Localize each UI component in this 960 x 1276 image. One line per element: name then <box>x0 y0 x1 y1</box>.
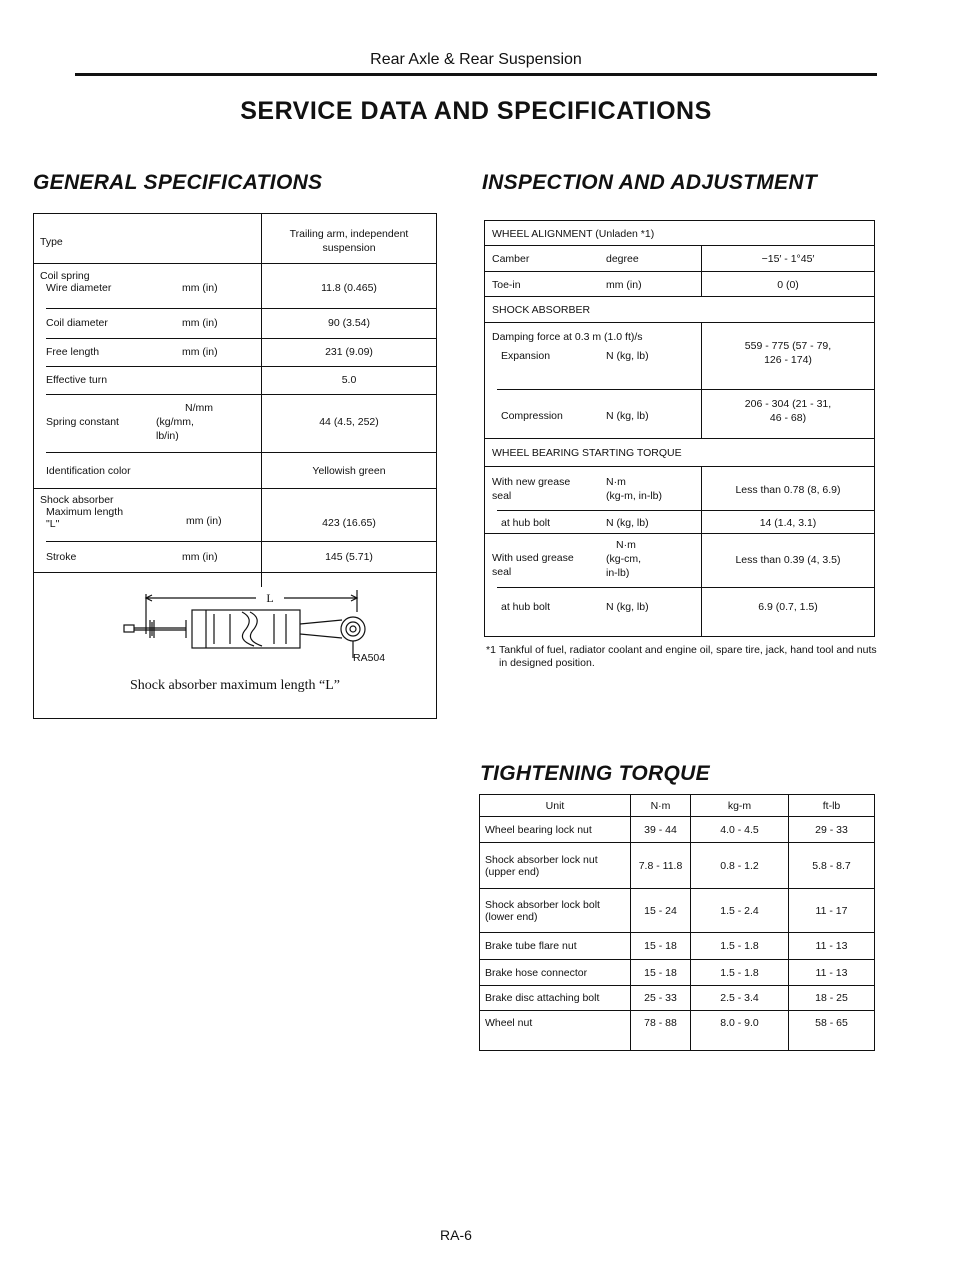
row-divider <box>46 452 436 453</box>
header-rule <box>75 73 877 76</box>
coil-spring-label: Coil spring <box>40 270 90 282</box>
new-hub-bolt-label: at hub bolt <box>501 517 551 529</box>
row-ftlb: 5.8 - 8.7 <box>789 843 875 889</box>
row-nm: 15 - 18 <box>631 933 691 960</box>
stroke-value: 145 (5.71) <box>325 551 373 563</box>
toe-in-value: 0 (0) <box>777 279 799 291</box>
spring-constant-unit-2: (kg/mm, <box>156 416 194 428</box>
type-value-line-2: suspension <box>322 242 376 254</box>
compression-label: Compression <box>501 410 563 422</box>
dimension-label-l: L <box>266 591 274 605</box>
row-kgm: 2.5 - 3.4 <box>691 986 789 1011</box>
footnote-text: Tankful of fuel, radiator coolant and engine oil, spare tire, jack, hand tool and nuts in designed position. <box>499 644 877 669</box>
footnote-mark: *1 <box>486 644 496 656</box>
identification-color-label: Identification color <box>46 465 131 477</box>
row-divider <box>485 271 874 272</box>
type-label: Type <box>40 236 63 248</box>
row-nm: 7.8 - 11.8 <box>631 843 691 889</box>
row-kgm: 1.5 - 1.8 <box>691 960 789 986</box>
figure-caption: Shock absorber maximum length “L” <box>130 678 340 693</box>
tightening-torque-title: TIGHTENING TORQUE <box>480 762 710 785</box>
row-divider <box>485 296 874 297</box>
row-kgm: 1.5 - 2.4 <box>691 889 789 933</box>
spring-constant-unit-3: lb/in) <box>156 430 179 442</box>
new-grease-label-line-2: seal <box>492 490 512 502</box>
used-hub-bolt-value: 6.9 (0.7, 1.5) <box>758 601 818 613</box>
row-item: Brake disc attaching bolt <box>480 986 631 1011</box>
page-header-section: Rear Axle & Rear Suspension <box>370 51 582 68</box>
row-nm: 15 - 18 <box>631 960 691 986</box>
free-length-value: 231 (9.09) <box>325 346 373 358</box>
table-row <box>480 817 875 843</box>
shock-absorber-label: Shock absorber <box>40 494 114 506</box>
column-header-unit: Unit <box>480 795 631 817</box>
compression-value-line-2: 46 - 68) <box>769 412 807 424</box>
table-row <box>480 843 875 889</box>
max-length-value: 423 (16.65) <box>322 517 376 529</box>
column-header-nm: N·m <box>631 795 691 817</box>
used-grease-value: Less than 0.39 (4, 3.5) <box>735 554 841 566</box>
wheel-alignment-heading: WHEEL ALIGNMENT (Unladen *1) <box>492 228 655 240</box>
row-ftlb: 58 - 65 <box>789 1011 875 1051</box>
row-item: Wheel nut <box>480 1011 631 1051</box>
row-nm: 25 - 33 <box>631 986 691 1011</box>
table-row <box>480 1011 875 1051</box>
inspection-adjustment-title: INSPECTION AND ADJUSTMENT <box>482 171 817 194</box>
row-divider <box>497 510 874 511</box>
toe-in-unit: mm (in) <box>606 279 642 291</box>
row-nm: 78 - 88 <box>631 1011 691 1051</box>
camber-label: Camber <box>492 253 530 265</box>
expansion-value-line-2: 126 - 174) <box>764 354 812 366</box>
expansion-label: Expansion <box>501 350 551 362</box>
row-kgm: 4.0 - 4.5 <box>691 817 789 843</box>
row-divider <box>497 389 874 390</box>
expansion-value-line-1: 559 - 775 (57 - 79, <box>744 340 832 352</box>
new-grease-unit-line-1: N·m <box>606 476 626 488</box>
new-grease-value: Less than 0.78 (8, 6.9) <box>735 484 841 496</box>
coil-diameter-unit: mm (in) <box>182 317 218 329</box>
row-divider <box>485 438 874 439</box>
free-length-label: Free length <box>46 346 100 358</box>
wire-diameter-label: Wire diameter <box>46 282 112 294</box>
max-length-label-line-2: "L" <box>46 518 60 530</box>
row-item: Brake tube flare nut <box>480 933 631 960</box>
row-divider <box>34 263 436 264</box>
row-ftlb: 29 - 33 <box>789 817 875 843</box>
spring-constant-value: 44 (4.5, 252) <box>319 416 379 428</box>
row-divider <box>34 488 436 489</box>
page-title: SERVICE DATA AND SPECIFICATIONS <box>240 97 712 125</box>
column-header-kgm: kg-m <box>691 795 789 817</box>
stroke-label: Stroke <box>46 551 77 563</box>
row-divider <box>46 541 436 542</box>
coil-diameter-label: Coil diameter <box>46 317 108 329</box>
table-row <box>480 889 875 933</box>
row-ftlb: 18 - 25 <box>789 986 875 1011</box>
used-grease-label-line-2: seal <box>492 566 512 578</box>
row-kgm: 1.5 - 1.8 <box>691 933 789 960</box>
row-ftlb: 11 - 13 <box>789 933 875 960</box>
shock-absorber-heading: SHOCK ABSORBER <box>492 304 591 316</box>
used-grease-unit-line-1: N·m <box>616 539 636 551</box>
row-divider <box>485 466 874 467</box>
spring-constant-label: Spring constant <box>46 416 119 428</box>
max-length-label-line-1: Maximum length <box>46 506 124 518</box>
row-divider <box>485 322 874 323</box>
used-grease-unit-line-3: in-lb) <box>606 567 630 579</box>
max-length-unit: mm (in) <box>186 515 222 527</box>
new-grease-unit-line-2: (kg-m, in-lb) <box>606 490 663 502</box>
row-ftlb: 11 - 17 <box>789 889 875 933</box>
used-grease-unit-line-2: (kg-cm, <box>606 553 641 565</box>
type-value-line-1: Trailing arm, independent <box>289 228 409 240</box>
row-kgm: 8.0 - 9.0 <box>691 1011 789 1051</box>
table-row <box>480 960 875 986</box>
row-item: Brake hose connector <box>480 960 631 986</box>
row-divider <box>46 338 436 339</box>
tightening-torque-table <box>479 794 875 1051</box>
page-number: RA-6 <box>440 1227 472 1243</box>
row-divider <box>485 533 874 534</box>
row-divider <box>497 587 874 588</box>
bearing-torque-heading: WHEEL BEARING STARTING TORQUE <box>492 447 682 459</box>
row-divider <box>34 572 436 573</box>
column-divider <box>261 214 262 587</box>
free-length-unit: mm (in) <box>182 346 218 358</box>
camber-unit: degree <box>606 253 639 265</box>
general-specifications-title: GENERAL SPECIFICATIONS <box>33 171 323 194</box>
wire-diameter-unit: mm (in) <box>182 282 218 294</box>
row-divider <box>46 366 436 367</box>
row-item: Shock absorber lock bolt (lower end) <box>480 889 631 933</box>
footnote <box>486 644 878 670</box>
effective-turn-value: 5.0 <box>341 374 357 386</box>
table-row <box>480 986 875 1011</box>
coil-diameter-value: 90 (3.54) <box>327 317 371 329</box>
spring-constant-unit-1: N/mm <box>185 402 213 414</box>
wire-diameter-value: 11.8 (0.465) <box>321 282 377 294</box>
new-hub-bolt-value: 14 (1.4, 3.1) <box>759 517 817 529</box>
row-ftlb: 11 - 13 <box>789 960 875 986</box>
new-grease-label-line-1: With new grease <box>492 476 571 488</box>
used-hub-bolt-unit: N (kg, lb) <box>606 601 649 613</box>
general-specifications-box <box>33 213 437 719</box>
expansion-unit: N (kg, lb) <box>606 350 649 362</box>
camber-value: −15′ - 1°45′ <box>761 253 815 265</box>
figure-code: RA504 <box>353 652 386 664</box>
table-header-row <box>480 795 875 817</box>
used-grease-label-line-1: With used grease <box>492 552 574 564</box>
row-kgm: 0.8 - 1.2 <box>691 843 789 889</box>
row-divider <box>46 308 436 309</box>
column-header-ftlb: ft-lb <box>789 795 875 817</box>
used-hub-bolt-label: at hub bolt <box>501 601 551 613</box>
compression-value-line-1: 206 - 304 (21 - 31, <box>744 398 832 410</box>
row-divider <box>485 245 874 246</box>
toe-in-label: Toe-in <box>492 279 521 291</box>
new-hub-bolt-unit: N (kg, lb) <box>606 517 649 529</box>
row-divider <box>46 394 436 395</box>
compression-unit: N (kg, lb) <box>606 410 649 422</box>
row-item: Wheel bearing lock nut <box>480 817 631 843</box>
damping-force-label: Damping force at 0.3 m (1.0 ft)/s <box>492 331 643 343</box>
stroke-unit: mm (in) <box>182 551 218 563</box>
row-item: Shock absorber lock nut (upper end) <box>480 843 631 889</box>
effective-turn-label: Effective turn <box>46 374 108 386</box>
row-nm: 39 - 44 <box>631 817 691 843</box>
table-row <box>480 933 875 960</box>
identification-color-value: Yellowish green <box>312 465 386 477</box>
inspection-adjustment-box <box>484 220 875 637</box>
row-nm: 15 - 24 <box>631 889 691 933</box>
